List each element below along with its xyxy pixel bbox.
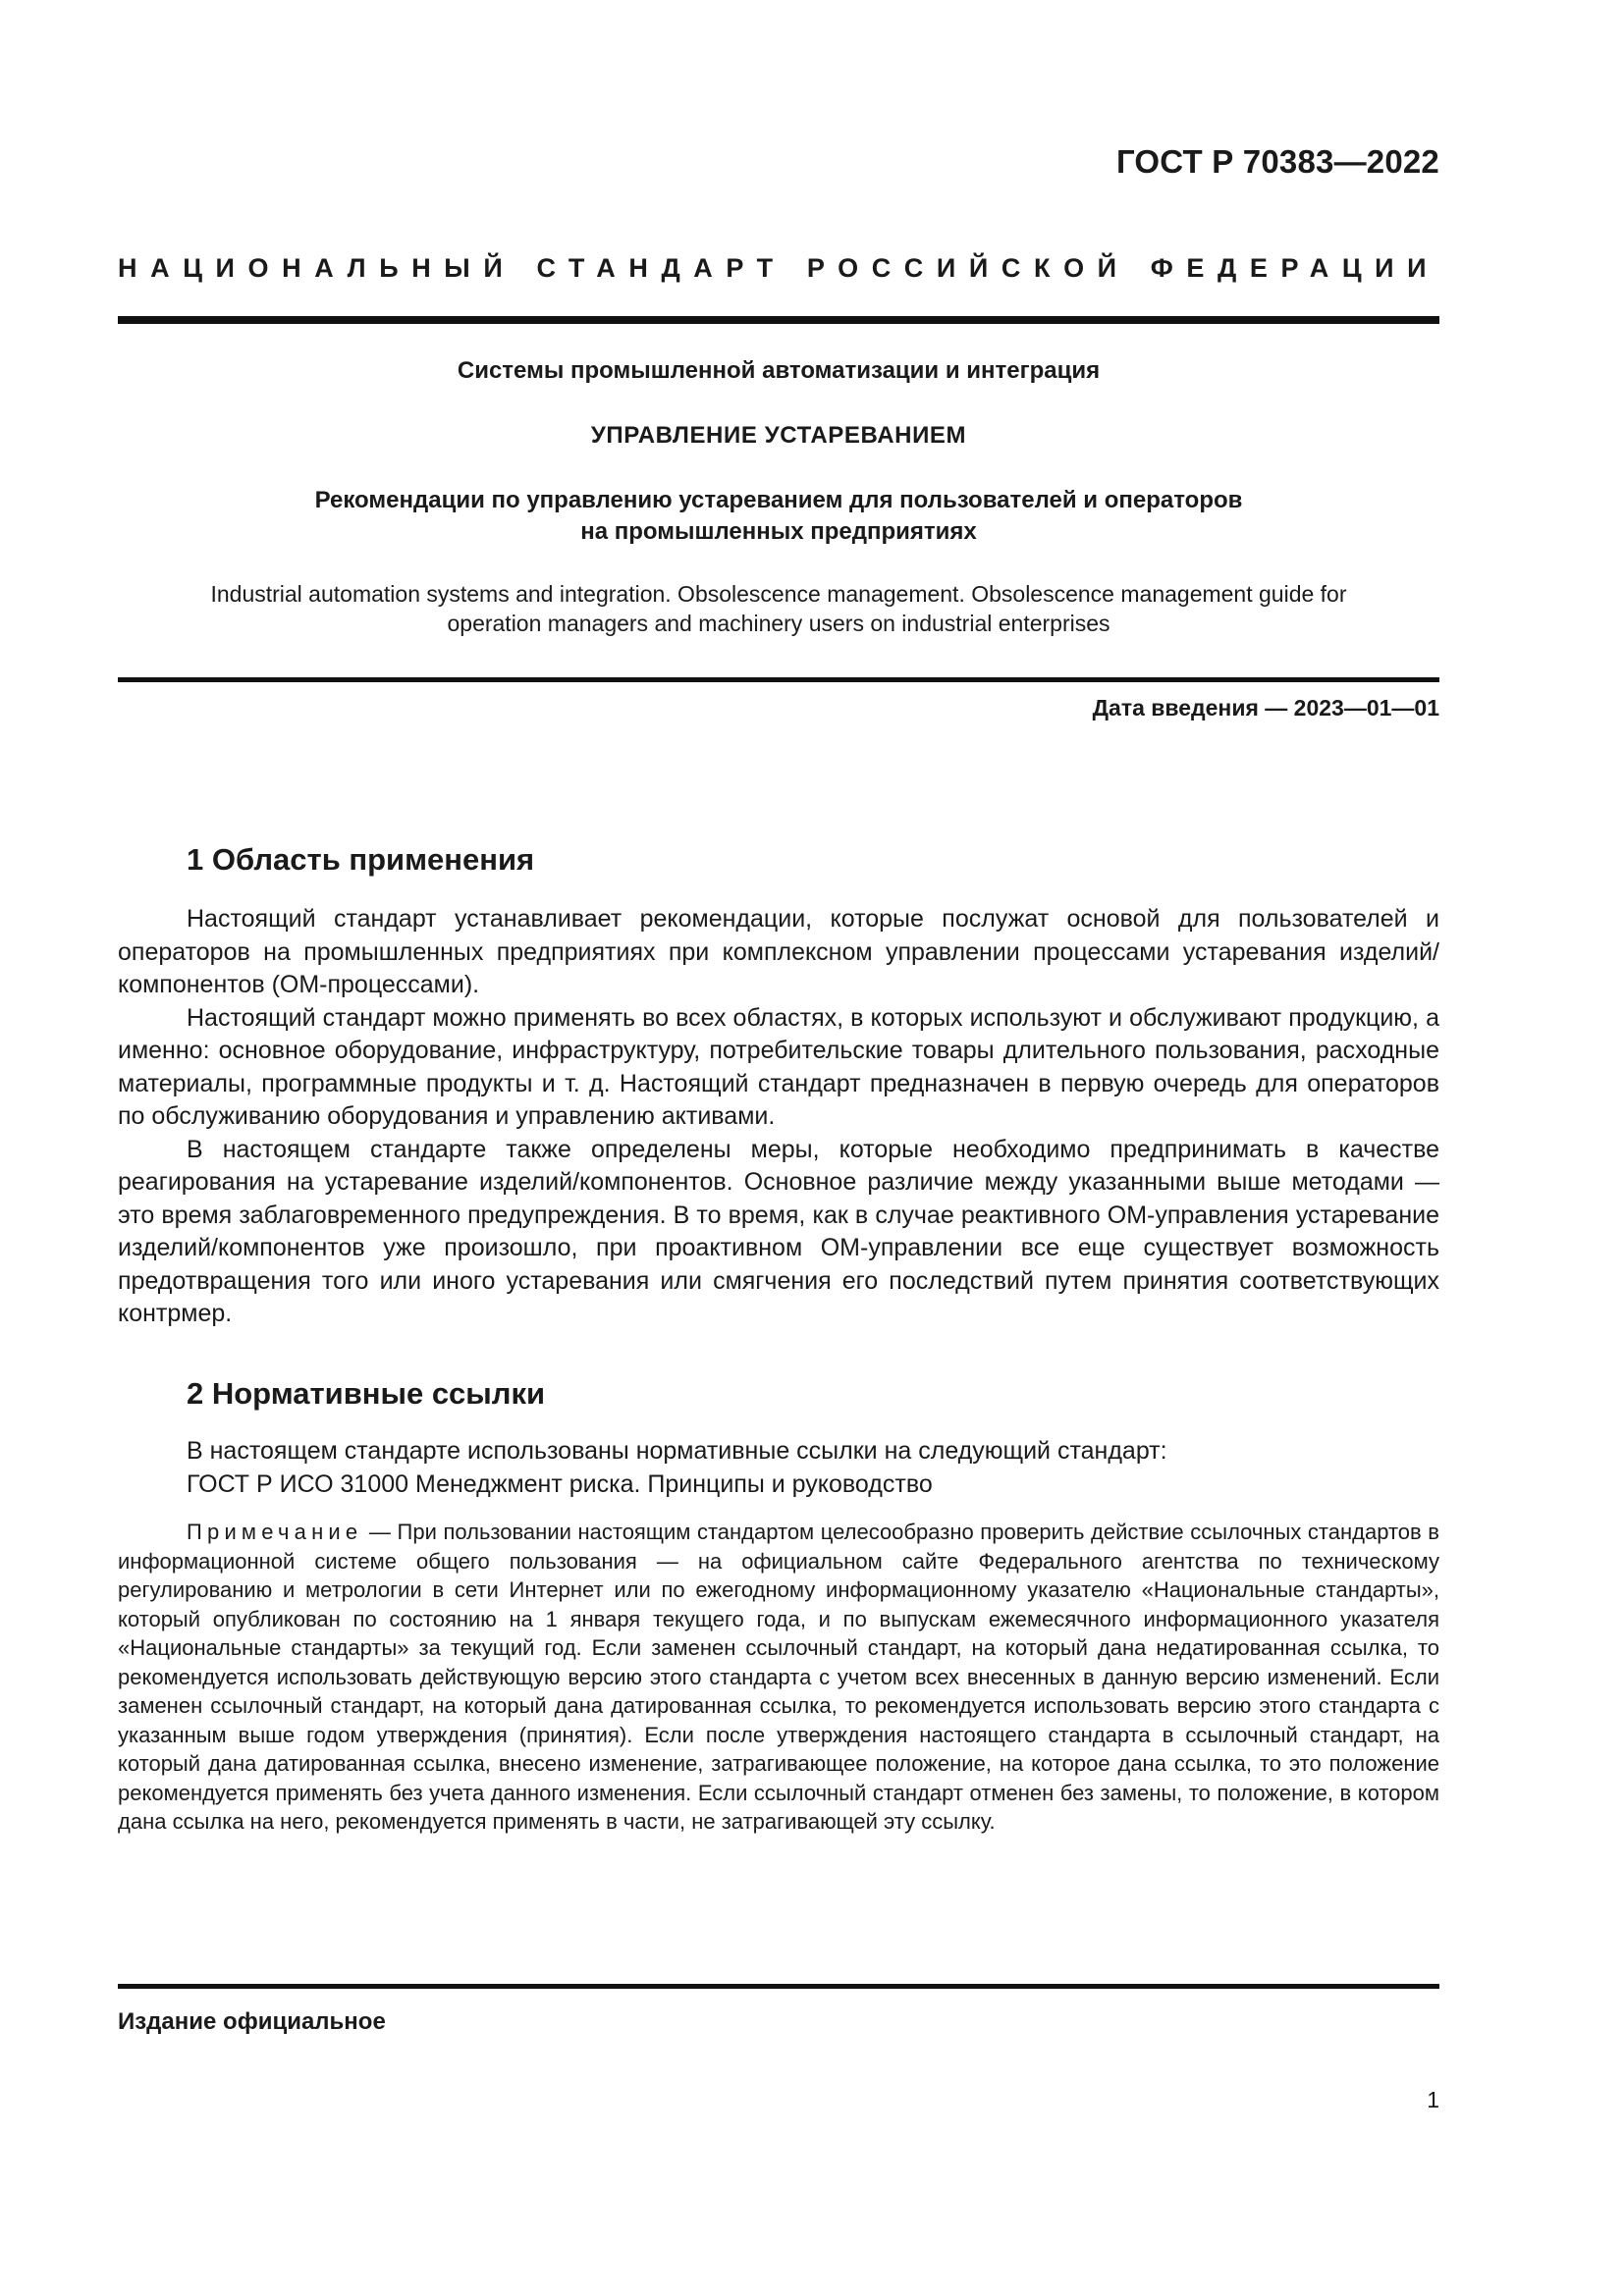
note-text: — При пользовании настоящим стандартом целесообразно проверить действие ссылочных стандартов в информационной системе общего пользования — на официальном сайте Федерального агентства по техническому регулированию и метрологии в сети Интернет или по ежегодному информационному указателю «Национальные стандарты», который опубликован по состоянию на 1 января текущего года, и по выпускам ежемесячного информационного указателя «Национальные стандарты» за текущий год. Если заменен ссылочный стандарт, на который дана недатированная ссылка, то рекомендуется использовать действующую версию этого стандарта с учетом всех внесенных в данную версию изменений. Если заменен ссылочный стандарт, на который дана датированная ссылка, то рекомендуется использовать версию этого стандарта с указанным выше годом утверждения (принятия). Если после утверждения настоящего стандарта в ссылочный стандарт, на который дана датированная ссылка, внесено изменение, затрагивающее положение, на которое дана ссылка, то это положение рекомендуется применять без учета данного изменения. Если ссылочный стандарт отменен без замены, то положение, в котором дана ссылка на него, рекомендуется применять в части, не затрагивающей эту ссылку. (118, 1520, 1439, 1834)
section-1-paragraph-1: Настоящий стандарт устанавливает рекомендации, которые послужат основой для пользователей и операторов на промышленных предприятиях при комплексном управлении процессами устаревания изделий/компонентов (ОМ-процессами). (118, 905, 1439, 998)
title-english-line-1: Industrial automation systems and integration. Obsolescence management. Obsolescence management guide for (210, 581, 1347, 607)
section-2-heading: 2 Нормативные ссылки (187, 1376, 546, 1411)
section-1-paragraph-3: В настоящем стандарте также определены меры, которые необходимо предпринимать в качестве реагирования на устаревание изделий/компонентов. Основное различие между указанными выше методами — это время заблаговременного предупреждения. В то время, как в случае реактивного ОМ-управления устаревание изделий/компонентов уже произошло, при проактивном ОМ-управлении все еще существует возможность предотвращения того или иного устаревания или смягчения его последствий путем принятия соответствующих контрмер. (118, 1135, 1439, 1327)
title-series: Системы промышленной автоматизации и интеграция (457, 357, 1101, 384)
gost-number: ГОСТ Р 70383—2022 (1115, 143, 1439, 180)
title-english-line-2: operation managers and machinery users on industrial enterprises (447, 611, 1110, 636)
title-subtitle-line-2: на промышленных предприятиях (580, 518, 977, 545)
top-rule (118, 316, 1439, 324)
document-page (118, 0, 1439, 2296)
page-number: 1 (1427, 2087, 1439, 2112)
intro-date: Дата введения — 2023—01—01 (1092, 695, 1439, 721)
section-1-heading: 1 Область применения (187, 842, 535, 877)
section-2-intro: В настоящем стандарте использованы нормативные ссылки на следующий стандарт: (187, 1437, 1167, 1465)
section-2-reference: ГОСТ Р ИСО 31000 Менеджмент риска. Принципы и руководство (187, 1470, 933, 1498)
section-2-note (118, 1518, 1439, 1837)
title-subtitle (118, 485, 1439, 548)
note-label: Примечание (187, 1520, 363, 1544)
footer-rule (118, 1984, 1439, 1989)
title-subtitle-line-1: Рекомендации по управлению устареванием для пользователей и операторов (314, 487, 1243, 513)
title-rule (118, 677, 1439, 682)
edition-label: Издание официальное (118, 2008, 386, 2035)
title-english (118, 579, 1439, 638)
section-1-paragraph-2: Настоящий стандарт можно применять во всех областях, в которых используют и обслуживают продукцию, а именно: основное оборудование, инфраструктуру, потребительские товары длительного пользования, расходные материалы, программные продукты и т. д. Настоящий стандарт предназначен в первую очередь для операторов по обслуживанию оборудования и управлению активами. (118, 1003, 1439, 1130)
national-standard-banner: НАЦИОНАЛЬНЫЙ СТАНДАРТ РОССИЙСКОЙ ФЕДЕРАЦИИ (118, 253, 1440, 283)
section-1-body (118, 903, 1439, 1331)
title-main: УПРАВЛЕНИЕ УСТАРЕВАНИЕМ (590, 422, 967, 449)
